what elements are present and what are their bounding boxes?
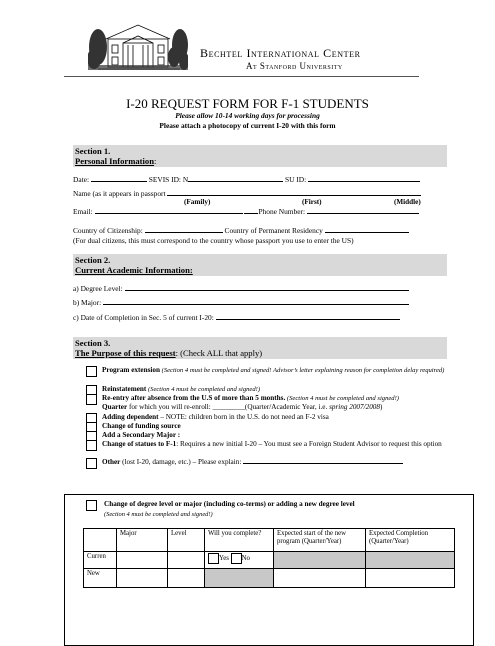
option-program-extension: Program extension (Section 4 must be completed and signed! Advisor’s letter explaining reason for completion delay required) [86,366,446,384]
option-change-status: Change of statues to F-1: Requires a new initial I-20 – You must see a Foreign Student Advisor to request this option [86,440,446,458]
degree-level-field[interactable] [125,290,409,291]
option-reinstatement: Reinstatement (Section 4 must be completed and signed!) [86,385,446,394]
table-header-row: Major Level Will you complete? Expected start of the new program (Quarter/Year) Expected Completion (Quarter/Year) [84,529,455,552]
residency-field[interactable] [325,232,409,233]
passport-name-field[interactable] [167,195,421,196]
dual-citizen-note: (For dual citizens, this must correspond to the country whose passport you use to enter the US) [73,236,354,245]
degree-change-table [83,528,455,588]
option-other: Other (lost I-20, damage, etc.) – Please explain: [86,458,446,467]
section-3-header: Section 3. The Purpose of this request: (Check ALL that apply) [73,337,447,359]
option-re-entry: Re-entry after absence from the U.S of more than 5 months. (Section 4 must be completed and signed!) [86,394,446,403]
current-major-cell[interactable] [117,552,168,569]
first-label: (First) [302,198,322,206]
other-explain-field[interactable] [243,463,403,464]
table-row: New [84,569,455,588]
major-field[interactable] [103,304,409,305]
change-status-checkbox[interactable] [86,440,97,451]
su-id-field[interactable] [308,181,420,182]
org-name: Bechtel International Center [200,46,361,60]
form-title: I-20 REQUEST FORM FOR F-1 STUDENTS [126,96,369,111]
date-row: Date: SEVIS ID: N SU ID: [73,175,420,184]
other-checkbox[interactable] [86,458,97,469]
email-row: Email: Phone Number: [73,207,419,216]
table-row: Curren Yes No [84,552,455,569]
header-rule [64,76,419,77]
attachment-note: Please attach a photocopy of current I-20 with this form [159,121,336,130]
date-field[interactable] [91,181,147,182]
middle-label: (Middle) [394,198,421,206]
section-2-subheading: Current Academic Information: [75,265,193,275]
expected-start-cell[interactable] [274,569,366,588]
processing-note: Please allow 10-14 working days for processing [175,111,320,120]
family-label: (Family) [184,198,211,206]
citizenship-row: Country of Citizenship: Country of Permanent Residency [73,226,409,235]
section-1-subheading: Personal Information [75,156,155,166]
quarter-line: Quarter for which you will re-enroll: _________(Quarter/Academic Year, i.e. spring 2007/2008) [102,403,383,411]
org-subtitle: At Stanford University [246,61,343,71]
section-2-header [73,254,447,276]
current-level-cell[interactable] [168,552,205,569]
section-3-heading: Section 3. [75,338,111,348]
section-1-heading: Section 1. [75,146,111,156]
section-4-title: Change of degree level or major (including co-terms) or adding a new degree level [104,500,355,508]
option-secondary-major: Add a Secondary Major : [86,431,446,440]
change-degree-checkbox[interactable] [86,500,97,511]
completion-row: c) Date of Completion in Sec. 5 of current I-20: [73,313,400,322]
yes-checkbox[interactable] [208,553,219,564]
degree-row: a) Degree Level: [73,284,409,293]
email-field[interactable] [95,213,243,214]
section-4-note: (Section 4 must be completed and signed!) [104,511,213,518]
option-adding-dependent: Adding dependent – NOTE: children born in the U.S. do not need an F-2 visa [86,413,446,422]
completion-date-field[interactable] [216,319,400,320]
citizenship-field[interactable] [145,232,223,233]
no-checkbox[interactable] [231,553,242,564]
section-2-heading: Section 2. [75,255,111,265]
option-change-funding: Change of funding source [86,422,446,431]
expected-completion-cell[interactable] [366,569,455,588]
phone-field[interactable] [307,213,419,214]
building-logo [88,17,188,73]
new-major-cell[interactable] [117,569,168,588]
sevis-id-field[interactable] [188,181,283,182]
major-row: b) Major: [73,298,409,307]
section-3-subheading: The Purpose of this request [75,348,176,358]
section-1-header: Section 1. Personal Information: [73,145,447,167]
will-complete-cell: Yes No [205,552,274,569]
program-extension-checkbox[interactable] [86,366,97,377]
name-row: Name (as it appears in passport [73,189,421,198]
new-level-cell[interactable] [168,569,205,588]
